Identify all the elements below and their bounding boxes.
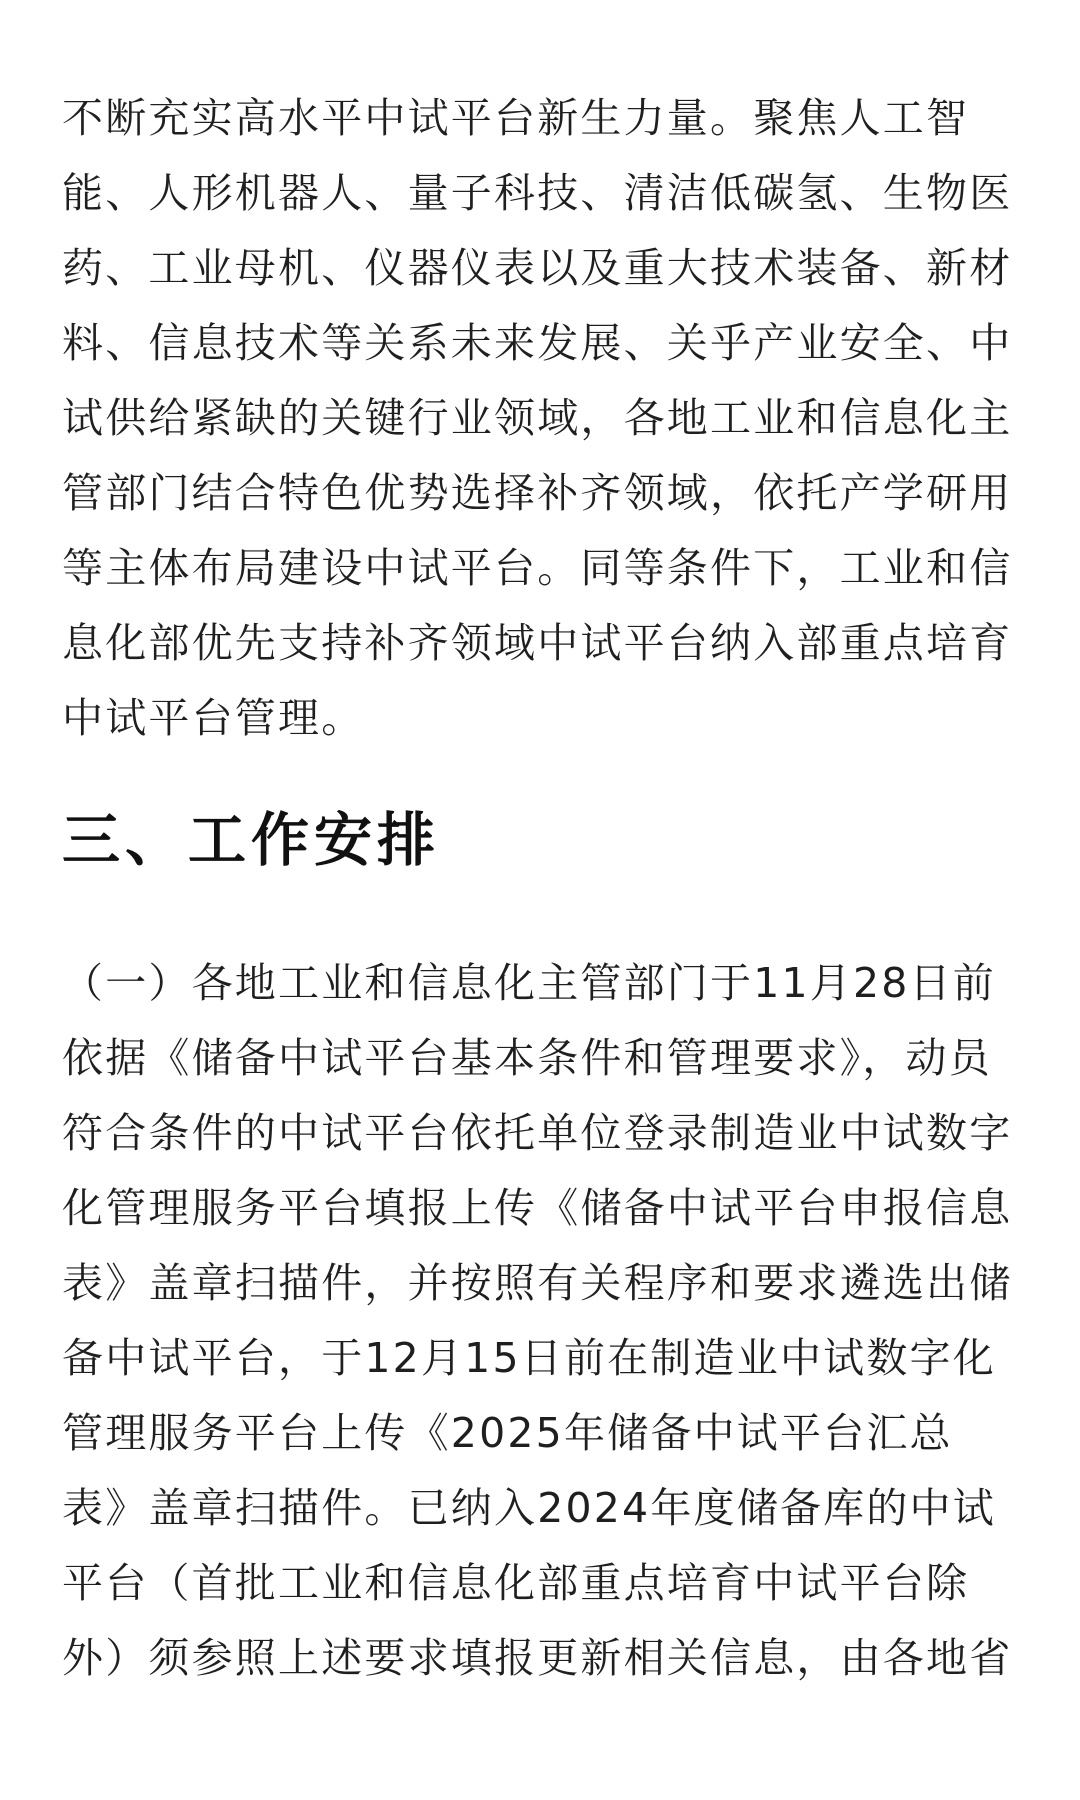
paragraph-2-line: 表》盖章扫描件，并按照有关程序和要求遴选出储 [62,1259,1013,1307]
paragraph-1-line: 中试平台管理。 [62,694,365,742]
paragraph-2-line: 表》盖章扫描件。已纳入2024年度储备库的中试 [62,1484,996,1532]
paragraph-1-line: 管部门结合特色优势选择补齐领域，依托产学研用 [62,469,1013,517]
paragraph-1-line: 能、人形机器人、量子科技、清洁低碳氢、生物医 [62,169,1013,217]
paragraph-2-line: 依据《储备中试平台基本条件和管理要求》，动员 [62,1034,992,1082]
paragraph-2-line: 化管理服务平台填报上传《储备中试平台申报信息 [62,1184,1013,1232]
paragraph-2-line: 备中试平台，于12月15日前在制造业中试数字化 [62,1334,996,1382]
paragraph-2-line: （一）各地工业和信息化主管部门于11月28日前 [62,959,996,1007]
paragraph-2-line: 符合条件的中试平台依托单位登录制造业中试数字 [62,1109,1013,1157]
paragraph-2-line: 平台（首批工业和信息化部重点培育中试平台除 [62,1559,970,1607]
paragraph-2-line: 管理服务平台上传《2025年储备中试平台汇总 [62,1409,953,1457]
paragraph-1-line: 息化部优先支持补齐领域中试平台纳入部重点培育 [62,619,1013,667]
paragraph-1-line: 药、工业母机、仪器仪表以及重大技术装备、新材 [62,244,1013,292]
paragraph-1-line: 等主体布局建设中试平台。同等条件下，工业和信 [62,544,1013,592]
paragraph-1-line: 不断充实高水平中试平台新生力量。聚焦人工智 [62,94,970,142]
section-heading: 三、工作安排 [62,806,441,874]
paragraph-1-line: 试供给紧缺的关键行业领域，各地工业和信息化主 [62,394,1013,442]
paragraph-1-line: 料、信息技术等关系未来发展、关乎产业安全、中 [62,319,1013,367]
paragraph-2-line: 外）须参照上述要求填报更新相关信息，由各地省 [62,1634,1013,1682]
